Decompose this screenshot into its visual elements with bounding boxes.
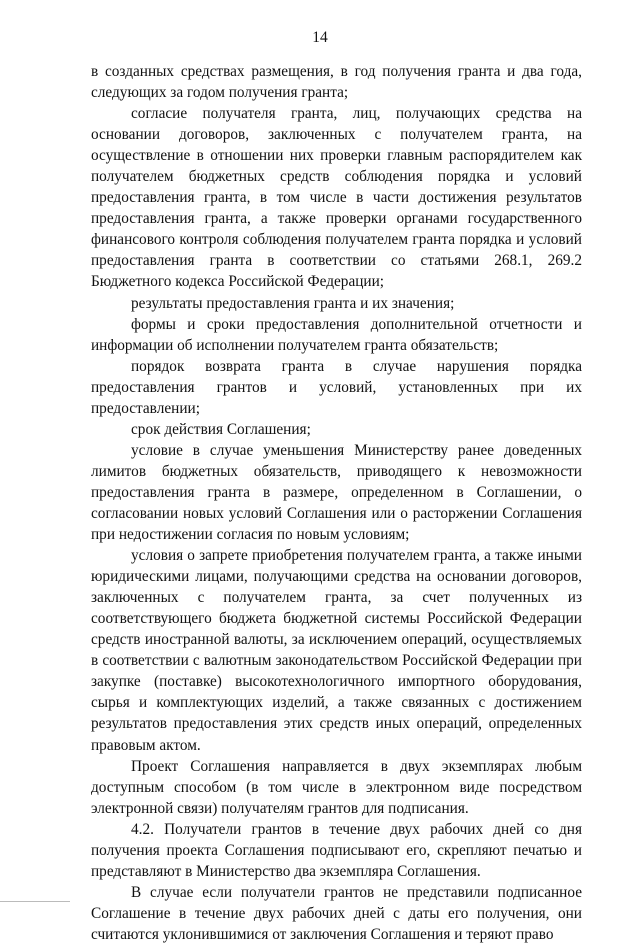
document-body [91, 61, 582, 945]
paragraph-grant-results: результаты предоставления гранта и их значения; [131, 294, 455, 312]
paragraph-placement-continuation: в созданных средствах размещения, в год получения гранта и два года, следующих за годом получения гранта; [91, 63, 582, 102]
paragraph-currency-prohibition: условия о запрете приобретения получателем гранта, а также иными юридическими лицами, получающими средства на основании договоров, заключенных с получателем гранта, за счет полученных из соответствующего бюджета бюджетной системы Российской Федерации средств иностранной валюты, за исключением операций, осуществляемых в соответствии с валютным законодательством Российской Федерации при закупке (поставке) высокотехнологичного импортного оборудования, сырья и комплектующих изделий, а также связанных с достижением результатов предоставления этих средств иных операций, определенных правовым актом. [91, 547, 582, 754]
paragraph-return-procedure: порядок возврата гранта в случае нарушения порядка предоставления грантов и условий, установленных при их предоставлении; [91, 357, 582, 417]
paragraph-reporting-forms: формы и сроки предоставления дополнительной отчетности и информации об исполнении получателем гранта обязательств; [91, 315, 582, 354]
paragraph-section-4-2: 4.2. Получатели грантов в течение двух рабочих дней со дня получения проекта Соглашения подписывают его, скрепляют печатью и представляют в Министерство два экземпляра Соглашения. [91, 820, 582, 880]
paragraph-inspection-consent: согласие получателя гранта, лиц, получающих средства на основании договоров, заключенных с получателем гранта, на осуществление в отношении них проверки главным распорядителем как получателем бюджетных средств соблюдения порядка и условий предоставления гранта, в том числе в части достижения результатов предоставления гранта, а также проверки органами государственного финансового контроля соблюдения получателем гранта порядка и условий предоставления гранта в соответствии со статьями 268.1, 269.2 Бюджетного кодекса Российской Федерации; [91, 105, 582, 291]
paragraph-draft-agreement: Проект Соглашения направляется в двух экземплярах любым доступным способом (в том числе в электронном виде посредством электронной связи) получателям грантов для подписания. [91, 757, 582, 817]
paragraph-limits-reduction: условие в случае уменьшения Министерству ранее доведенных лимитов бюджетных обязательств, приводящего к невозможности предоставления гранта в размере, определенном в Соглашении, о согласовании новых условий Соглашения или о расторжении Соглашения при недостижении согласия по новым условиям; [91, 441, 582, 544]
paragraph-agreement-term: срок действия Соглашения; [131, 420, 311, 438]
page-number: 14 [312, 29, 328, 46]
paragraph-unsigned-agreement: В случае если получатели грантов не представили подписанное Соглашение в течение двух рабочих дней с даты его получения, они считаются уклонившимися от заключения Соглашения и теряют право [91, 883, 582, 943]
footer-rule [0, 901, 70, 905]
